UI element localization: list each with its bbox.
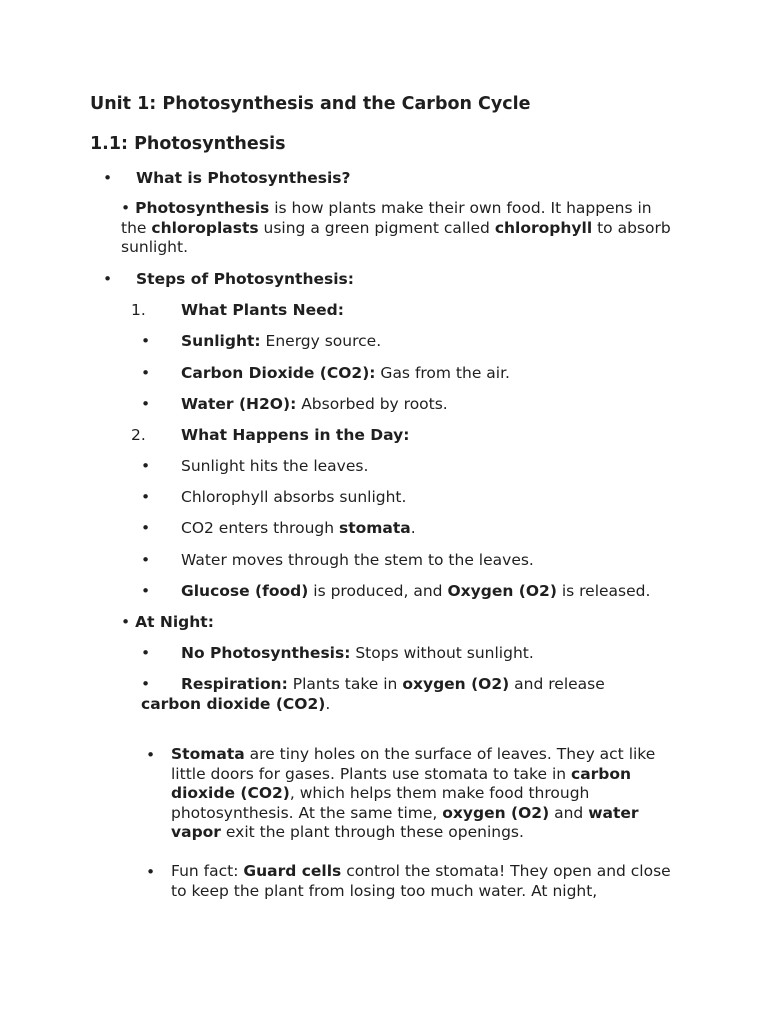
fun-fact-paragraph: Fun fact: Guard cells control the stomata! They open and close to keep the plant from losing too much water. At night, (171, 862, 671, 900)
need-heading: What Plants Need: (181, 301, 344, 319)
list-item: Water moves through the stem to the leaves. (181, 551, 534, 569)
bullet: • (141, 395, 151, 413)
list-item-continuation: carbon dioxide (CO2). (141, 695, 331, 713)
term-photosynthesis: Photosynthesis (135, 199, 270, 217)
bullet: • (141, 332, 151, 350)
unit-title: Unit 1: Photosynthesis and the Carbon Cycle (90, 94, 531, 114)
list-item: Sunlight: Energy source. (181, 332, 382, 350)
night-heading-line: • At Night: (121, 613, 214, 631)
bullet: • (141, 675, 151, 693)
list-item: Respiration: Plants take in oxygen (O2) and release (181, 675, 605, 693)
what-is-heading: What is Photosynthesis? (136, 169, 351, 187)
bullet: • (146, 863, 156, 881)
bullet: • (121, 199, 131, 217)
bullet: • (141, 488, 151, 506)
term-chloroplasts: chloroplasts (151, 218, 259, 237)
bullet: • (103, 169, 113, 187)
bullet: • (141, 551, 151, 569)
list-item: Glucose (food) is produced, and Oxygen (O2) is released. (181, 582, 651, 600)
bullet: • (103, 270, 113, 288)
paragraph-text: is how plants make their own food. It happens in the (121, 199, 652, 237)
list-item: No Photosynthesis: Stops without sunlight. (181, 644, 534, 662)
section-title: 1.1: Photosynthesis (90, 134, 286, 154)
bullet: • (141, 457, 151, 475)
list-number: 1. (131, 301, 146, 319)
list-item: Chlorophyll absorbs sunlight. (181, 488, 407, 506)
list-item: Water (H2O): Absorbed by roots. (181, 395, 448, 413)
list-item: CO2 enters through stomata. (181, 519, 416, 537)
stomata-paragraph: Stomata are tiny holes on the surface of leaves. They act like little doors for gases. Plants use stomata to take in carbon dioxide (CO2), which helps them make food through photosynthesis. At the same time, oxygen (O2) and water vapor exit the plant through these openings. (171, 745, 656, 842)
paragraph-text: using a green pigment called (258, 218, 495, 237)
list-item: Carbon Dioxide (CO2): Gas from the air. (181, 364, 510, 382)
list-item: Sunlight hits the leaves. (181, 457, 369, 475)
bullet: • (146, 746, 156, 764)
bullet: • (141, 364, 151, 382)
bullet: • (141, 582, 151, 600)
day-heading: What Happens in the Day: (181, 426, 410, 444)
list-number: 2. (131, 426, 146, 444)
steps-heading: Steps of Photosynthesis: (136, 270, 354, 288)
bullet: • (141, 644, 151, 662)
what-is-paragraph (121, 199, 681, 258)
paragraph-text: to absorb sunlight. (121, 218, 671, 257)
term-chlorophyll: chlorophyll (494, 218, 593, 237)
bullet: • (141, 519, 151, 537)
